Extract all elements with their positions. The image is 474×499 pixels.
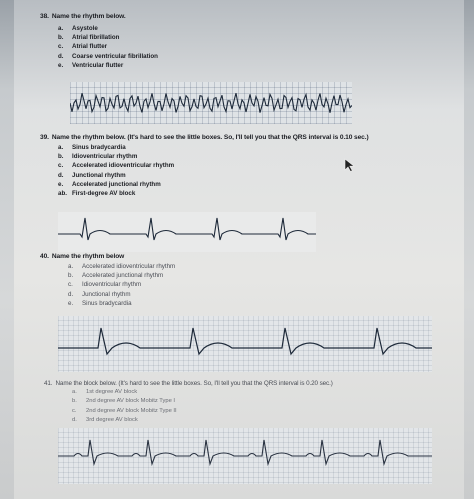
option-41c[interactable]: c. 2nd degree AV block Mobitz Type II — [72, 407, 177, 414]
question-41-prompt — [44, 380, 333, 387]
question-text: Name the rhythm below. (It's hard to see the little boxes. So, I'll tell you that the QRS interval is 0.10 sec.) — [51, 134, 369, 141]
option-39c[interactable]: c. Accelerated idioventricular rhythm — [58, 162, 175, 170]
option-38a[interactable]: a. Asystole — [58, 25, 98, 32]
option-39e[interactable]: e. Accelerated junctional rhythm — [58, 180, 161, 188]
question-number: 40. — [40, 253, 49, 260]
question-text: Name the rhythm below. — [51, 13, 126, 20]
option-41b[interactable]: b. 2nd degree AV block Mobitz Type I — [72, 398, 176, 405]
question-41-options — [72, 388, 177, 426]
question-text: Name the rhythm below — [51, 253, 125, 260]
mouse-pointer-icon — [344, 158, 356, 172]
ecg-strip-38 — [70, 82, 352, 124]
ecg-strip-40 — [58, 316, 432, 372]
option-40b[interactable]: b. Accelerated junctional rhythm — [68, 272, 164, 280]
option-39a[interactable]: a. Sinus bradycardia — [58, 144, 126, 151]
option-41a[interactable]: a. 1st degree AV block — [72, 389, 138, 395]
question-38-options — [58, 24, 158, 70]
question-number: 41. — [44, 380, 53, 387]
option-40d[interactable]: d. Junctional rhythm — [68, 290, 131, 298]
question-text: Name the block below. (It's hard to see the little boxes. So, I'll tell you that the QRS interval is 0.20 sec.) — [55, 380, 333, 387]
ecg-strip-39 — [58, 212, 316, 252]
option-38d[interactable]: d. Coarse ventricular fibrillation — [58, 52, 158, 60]
ecg-trace-38 — [70, 82, 352, 124]
question-40-prompt — [40, 253, 124, 260]
question-number: 39. — [40, 134, 49, 141]
option-38e[interactable]: e. Ventricular flutter — [58, 61, 124, 69]
question-number: 38. — [40, 13, 49, 20]
option-40c[interactable]: c. Idioventricular rhythm — [68, 281, 142, 289]
question-39-options — [58, 143, 174, 198]
question-39-prompt — [40, 134, 369, 141]
ecg-trace-40 — [58, 316, 432, 372]
option-38c[interactable]: c. Atrial flutter — [58, 43, 108, 51]
question-40-options — [68, 262, 175, 308]
ecg-trace-39 — [58, 212, 316, 252]
option-38b[interactable]: b. Atrial fibrillation — [58, 34, 120, 42]
option-41d[interactable]: d. 3rd degree AV block — [72, 417, 138, 424]
option-39d[interactable]: d. Junctional rhythm — [58, 171, 126, 179]
option-39b[interactable]: b. Idioventricular rhythm — [58, 153, 138, 161]
option-40a[interactable]: a. Accelerated idioventricular rhythm — [68, 263, 176, 270]
option-40e[interactable]: e. Sinus bradycardia — [68, 299, 132, 307]
ecg-trace-41 — [58, 428, 432, 484]
ecg-strip-41 — [58, 428, 432, 484]
option-39ab[interactable]: ab. First-degree AV block — [58, 190, 136, 198]
question-38-prompt — [40, 13, 126, 20]
